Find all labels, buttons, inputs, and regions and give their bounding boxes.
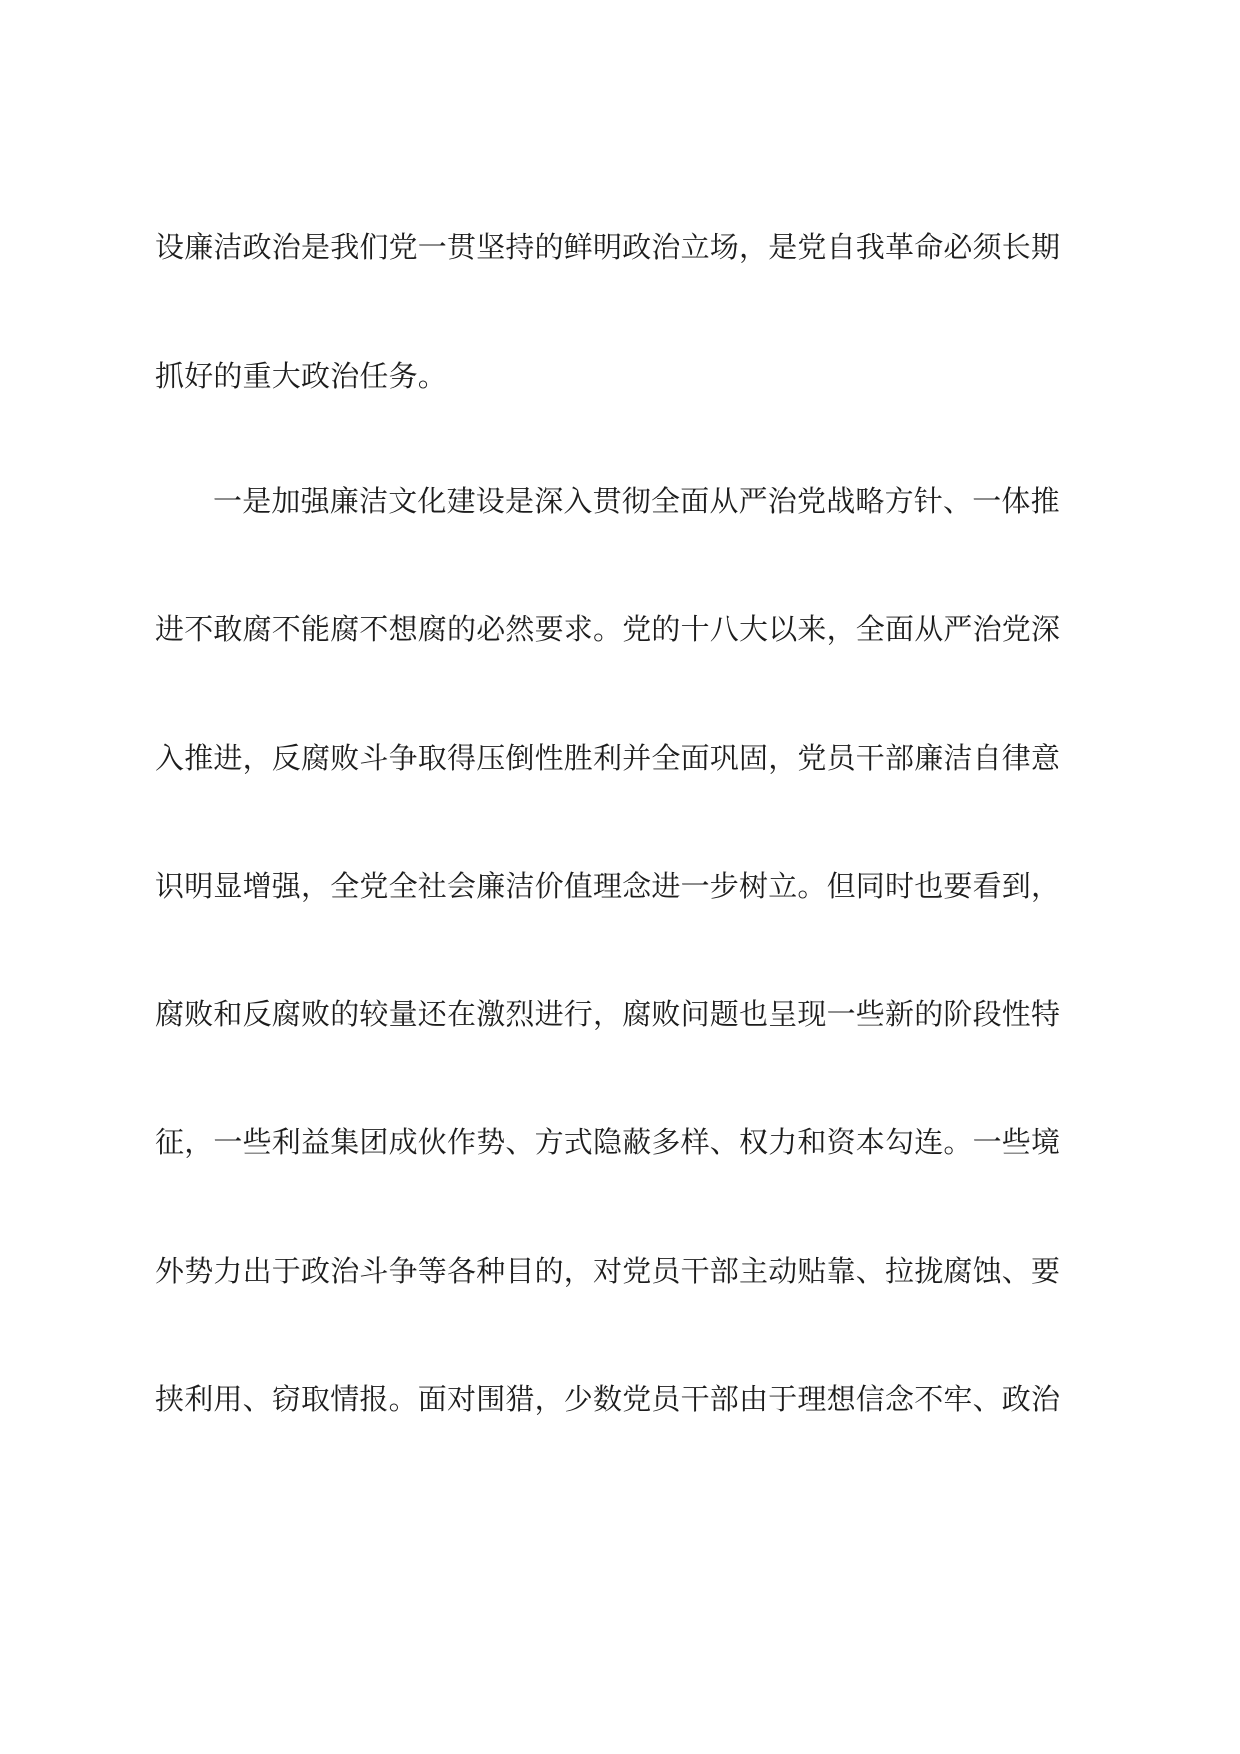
text-line-10: 挟利用、窃取情报。面对围猎，少数党员干部由于理想信念不牢、政治: [155, 1382, 1061, 1416]
text-line-5: 入推进，反腐败斗争取得压倒性胜利并全面巩固，党员干部廉洁自律意: [155, 741, 1061, 775]
text-line-9: 外势力出于政治斗争等各种目的，对党员干部主动贴靠、拉拢腐蚀、要: [155, 1254, 1061, 1288]
text-line-6: 识明显增强，全党全社会廉洁价值理念进一步树立。但同时也要看到，: [155, 869, 1061, 903]
paragraph-start-line: 一是加强廉洁文化建设是深入贯彻全面从严治党战略方针、一体推: [213, 484, 1060, 518]
text-line-8: 征，一些利益集团成伙作势、方式隐蔽多样、权力和资本勾连。一些境: [155, 1125, 1061, 1159]
text-line-7: 腐败和反腐败的较量还在激烈进行，腐败问题也呈现一些新的阶段性特: [155, 997, 1061, 1031]
text-line-4: 进不敢腐不能腐不想腐的必然要求。党的十八大以来，全面从严治党深: [155, 612, 1061, 646]
text-line-1: 设廉洁政治是我们党一贯坚持的鲜明政治立场，是党自我革命必须长期: [155, 230, 1061, 264]
text-line-2: 抓好的重大政治任务。: [155, 359, 448, 393]
